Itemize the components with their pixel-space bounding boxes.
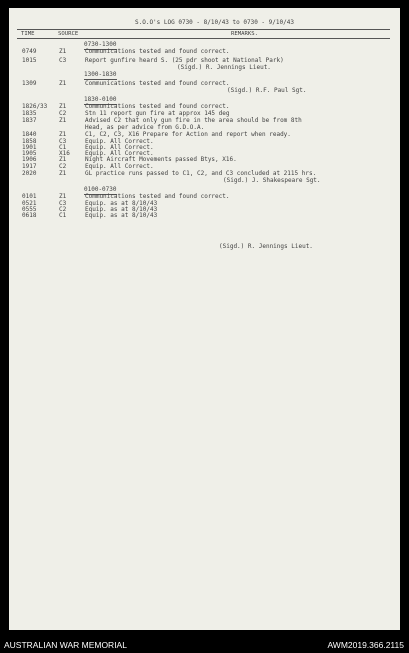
entry-source: C1 xyxy=(59,212,67,219)
log-document xyxy=(9,8,400,630)
log-entry-row xyxy=(9,81,400,87)
log-entry-row xyxy=(9,213,400,219)
entry-source: Z1 xyxy=(59,80,67,87)
signature-line xyxy=(9,65,400,71)
entry-time: 0618 xyxy=(22,212,37,219)
period-text: 1300-1830 xyxy=(84,71,117,78)
entry-time: 1858 xyxy=(22,138,37,145)
entry-time: 1826/33 xyxy=(22,103,48,110)
entry-remarks: Communications tested and found correct. xyxy=(85,80,230,87)
entry-remarks: Night Aircraft Movements passed Btys, X16. xyxy=(85,156,237,163)
footer-accession-number: AWM2019.366.2115 xyxy=(327,640,404,650)
entry-remarks: Head, as per advice from G.D.O.A. xyxy=(85,124,205,131)
signature-text: (Sigd.) R.F. Paul Sgt. xyxy=(227,87,307,94)
entry-remarks: GL practice runs passed to C1, C2, and C3 concluded at 2115 hrs. xyxy=(85,170,317,177)
entry-source: Z1 xyxy=(59,193,67,200)
entry-remarks: Communications tested and found correct. xyxy=(85,193,230,200)
entry-remarks: C1, C2, C3, X16 Prepare for Action and report when ready. xyxy=(85,131,291,138)
entry-remarks: Report gunfire heard S. (25 pdr shoot at National Park) xyxy=(85,57,284,64)
entry-remarks: Equip. All Correct. xyxy=(85,163,154,170)
period-label xyxy=(84,72,117,78)
entry-time: 0555 xyxy=(22,206,37,213)
entry-source: C2 xyxy=(59,163,67,170)
entry-time: 1905 xyxy=(22,150,37,157)
column-source: SOURCE xyxy=(58,31,79,37)
entry-time: 0101 xyxy=(22,193,37,200)
entry-source: Z1 xyxy=(59,170,67,177)
entry-time: 1837 xyxy=(22,117,37,124)
entry-source: X16 xyxy=(59,150,70,157)
signature-line xyxy=(9,178,400,184)
entry-time: 1917 xyxy=(22,163,37,170)
entry-source: C3 xyxy=(59,57,67,64)
entry-time: 0749 xyxy=(22,48,37,55)
entry-source: C1 xyxy=(59,144,67,151)
entry-time: 1835 xyxy=(22,110,37,117)
footer-bar xyxy=(0,638,409,653)
entry-source: Z1 xyxy=(59,131,67,138)
log-entry-row xyxy=(9,49,400,55)
entry-source: Z1 xyxy=(59,156,67,163)
entry-time: 1901 xyxy=(22,144,37,151)
signature-line xyxy=(9,88,400,94)
column-time: TIME xyxy=(21,31,35,37)
entry-remarks: Equip. All Correct. xyxy=(85,138,154,145)
period-text: 0100-0730 xyxy=(84,186,117,193)
period-heading xyxy=(9,72,400,78)
final-signature: (Sigd.) R. Jennings Lieut. xyxy=(219,243,313,250)
entry-time: 2020 xyxy=(22,170,37,177)
log-entry-row xyxy=(9,157,400,163)
entry-remarks: Equip. All Correct. xyxy=(85,150,154,157)
entry-source: C2 xyxy=(59,206,67,213)
signature-text: (Sigd.) J. Shakespeare Sgt. xyxy=(223,177,321,184)
entry-remarks: Stn 11 report gun fire at approx 145 deg xyxy=(85,110,230,117)
header-rule xyxy=(17,29,390,30)
log-entry-row xyxy=(9,171,400,177)
entry-remarks: Equip. as at 8/10/43 xyxy=(85,206,158,213)
entry-remarks: Equip. All Correct. xyxy=(85,144,154,151)
log-header: S.O.O's LOG 0730 - 8/10/43 to 0730 - 9/10/43 xyxy=(135,19,294,26)
entry-time: 1015 xyxy=(22,57,37,64)
entry-source: C3 xyxy=(59,138,67,145)
entry-source: Z1 xyxy=(59,103,67,110)
log-entry-row xyxy=(9,132,400,138)
entry-remarks: Communications tested and found correct. xyxy=(85,103,230,110)
entry-remarks: Communications tested and found correct. xyxy=(85,48,230,55)
column-remarks: REMARKS. xyxy=(231,31,258,37)
entry-remarks: Equip. as at 8/10/43 xyxy=(85,212,158,219)
entry-remarks: Advised C2 that only gun fire in the area should be from 8th xyxy=(85,117,302,124)
entry-source: C3 xyxy=(59,200,67,207)
log-entry-row xyxy=(9,194,400,200)
entry-time: 0521 xyxy=(22,200,37,207)
footer-institution: AUSTRALIAN WAR MEMORIAL xyxy=(4,640,127,650)
entry-remarks: Equip. as at 8/10/43 xyxy=(85,200,158,207)
entry-source: Z1 xyxy=(59,48,67,55)
period-text: 0730-1300 xyxy=(84,41,117,48)
entry-source: Z1 xyxy=(59,117,67,124)
entry-time: 1309 xyxy=(22,80,37,87)
period-text: 1830-0100 xyxy=(84,96,117,103)
log-entry-row xyxy=(9,118,400,124)
column-rule xyxy=(17,38,390,39)
entry-time: 1840 xyxy=(22,131,37,138)
document-page xyxy=(9,8,400,630)
entry-time: 1906 xyxy=(22,156,37,163)
signature-text: (Sigd.) R. Jennings Lieut. xyxy=(177,64,271,71)
entry-source: C2 xyxy=(59,110,67,117)
